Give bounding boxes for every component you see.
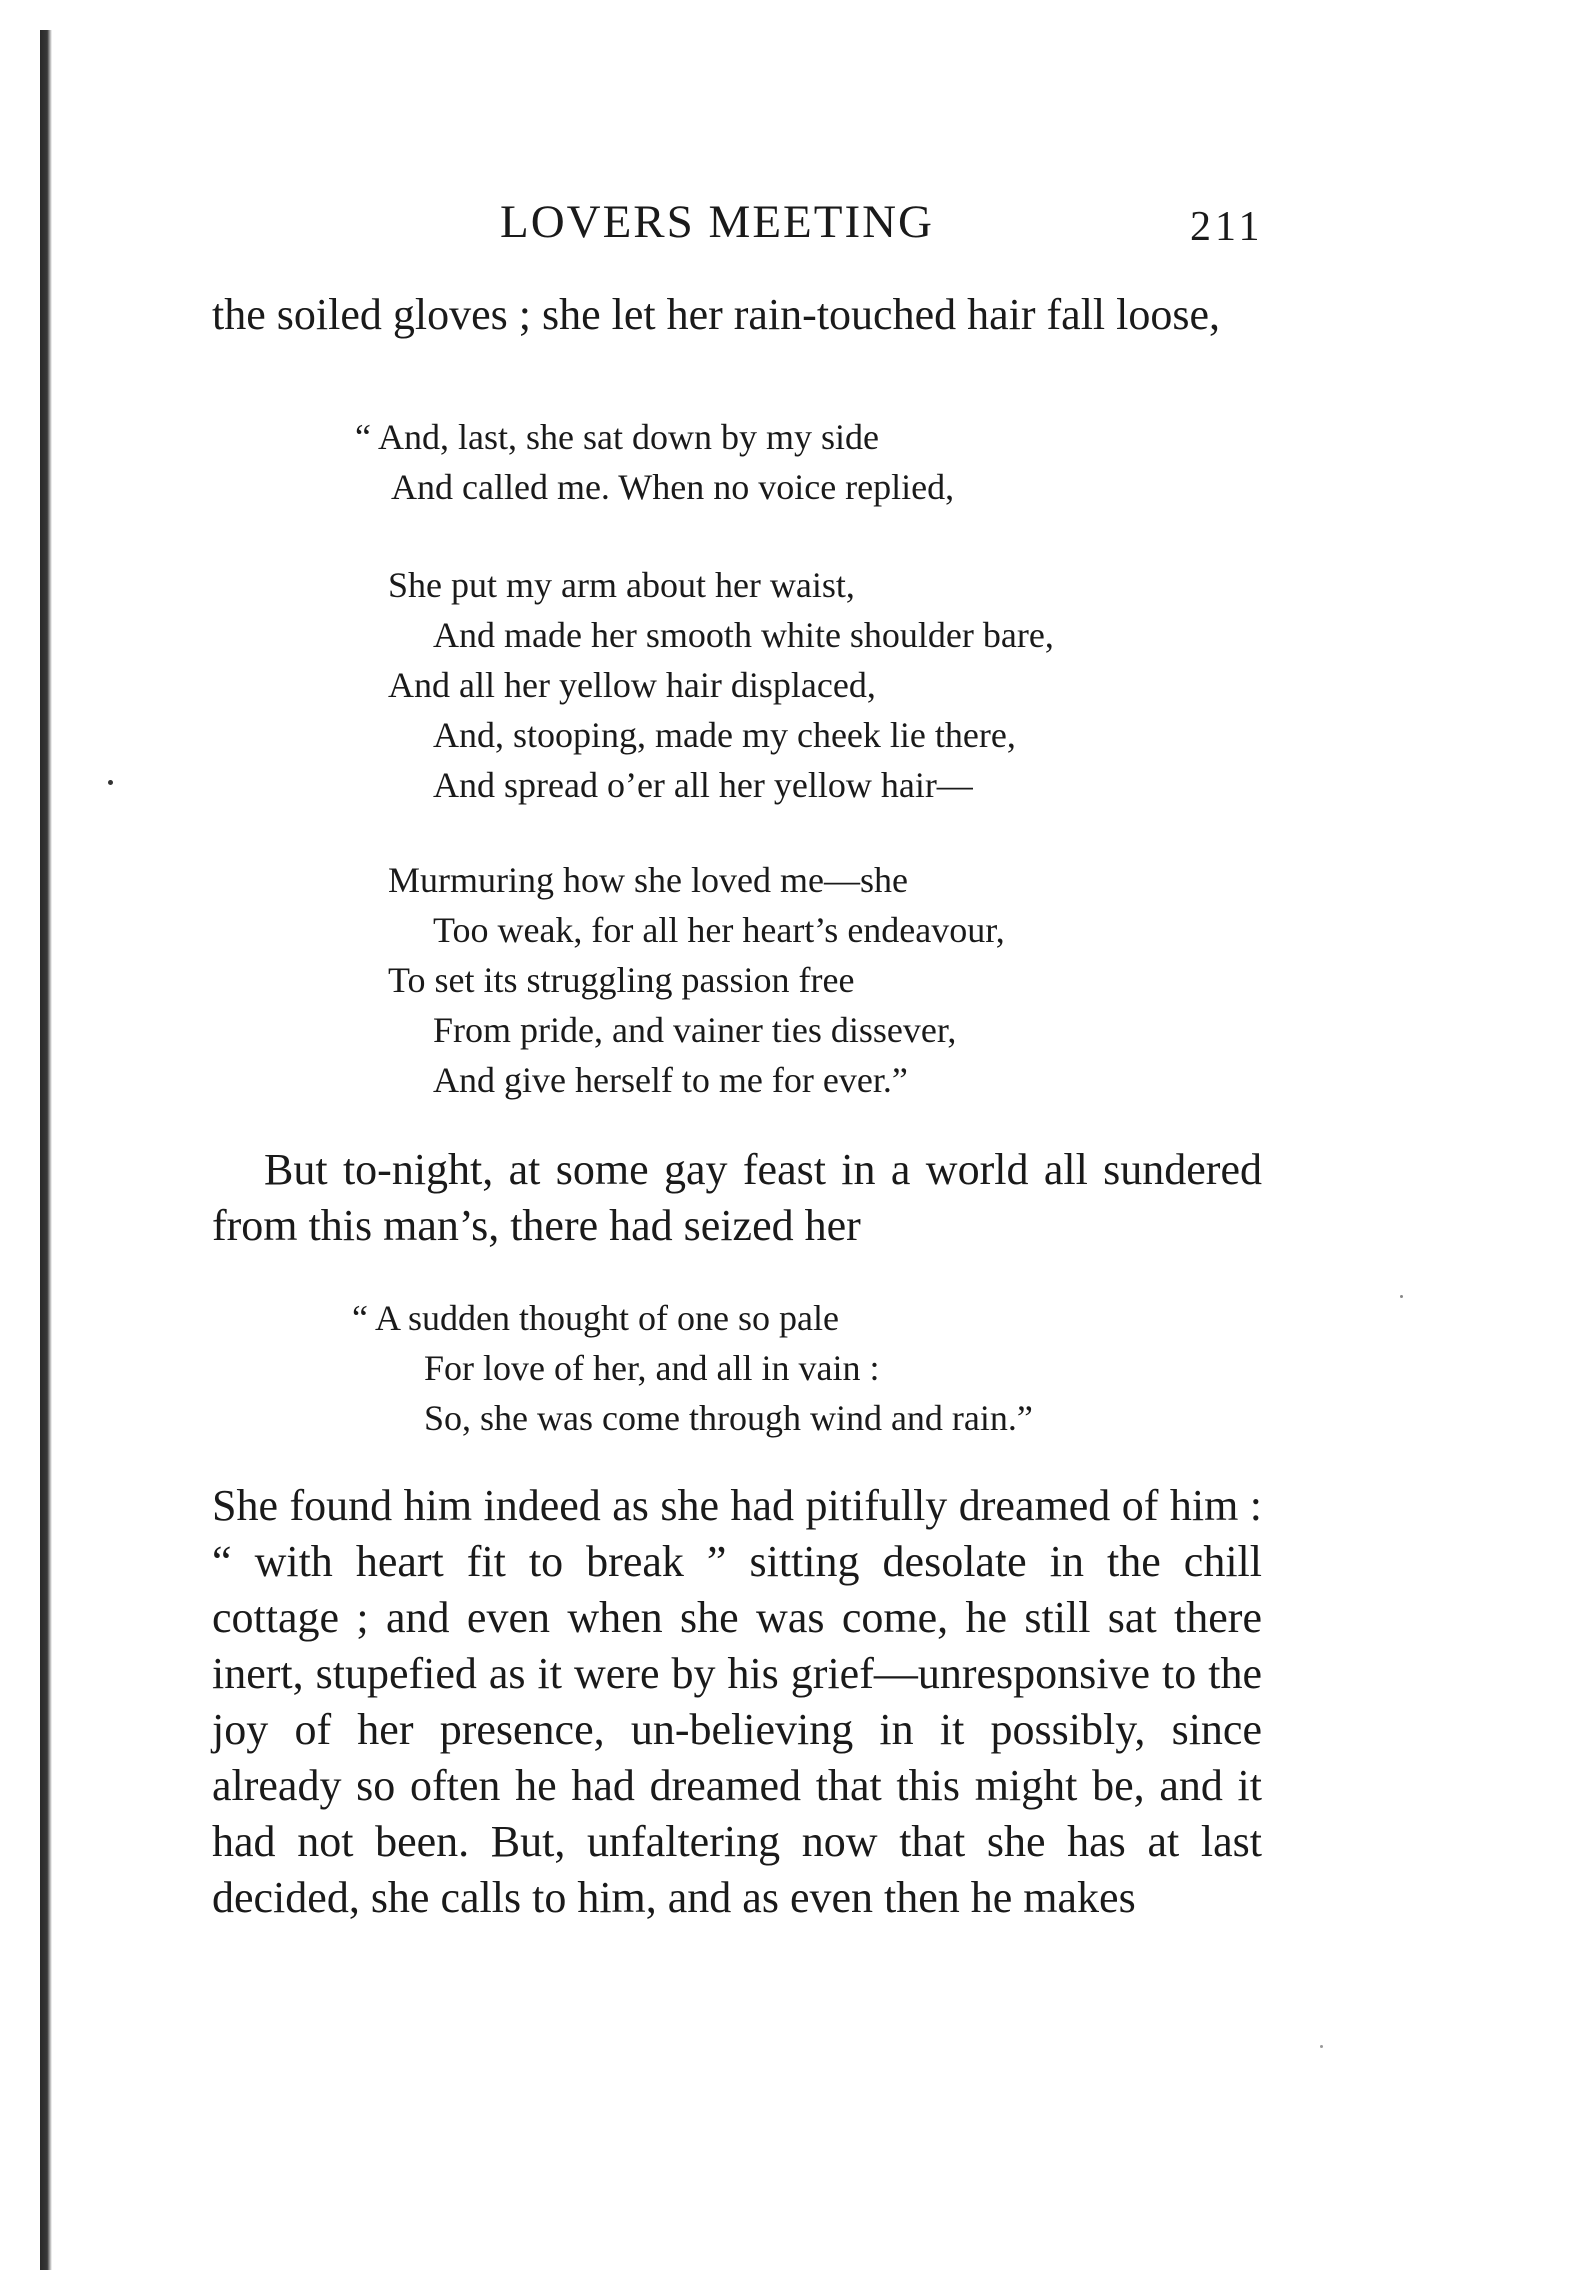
verse-line: “ A sudden thought of one so pale bbox=[352, 1298, 839, 1338]
verse-line: Too weak, for all her heart’s endeavour, bbox=[433, 910, 1005, 950]
verse-line: So, she was come through wind and rain.” bbox=[424, 1398, 1033, 1438]
verse-stanza-3 bbox=[388, 855, 1248, 1105]
verse-line: And spread o’er all her yellow hair— bbox=[433, 765, 973, 805]
verse-line: And, stooping, made my cheek lie there, bbox=[433, 715, 1016, 755]
scan-speck bbox=[1320, 2045, 1323, 2048]
verse-line: She put my arm about her waist, bbox=[388, 565, 855, 605]
paragraph-1: the soiled gloves ; she let her rain-touched hair fall loose, bbox=[212, 290, 1221, 339]
page-number: 211 bbox=[1190, 204, 1264, 250]
verse-line: And called me. When no voice replied, bbox=[391, 467, 955, 507]
verse-line: And made her smooth white shoulder bare, bbox=[433, 615, 1054, 655]
running-title: LOVERS MEETING bbox=[500, 196, 934, 248]
scan-speck bbox=[1400, 1295, 1403, 1298]
verse-stanza-4 bbox=[352, 1293, 1212, 1443]
page-header bbox=[0, 195, 1572, 255]
verse-line: To set its struggling passion free bbox=[388, 960, 855, 1000]
verse-stanza-2 bbox=[388, 560, 1248, 810]
paragraph-3: She found him indeed as she had pitifully dreamed of him : “ with heart fit to break ” sitting desolate in the chill cottage ; and even when she was come, he still sat there inert, stupefied as it were by his grief—unresponsive to the joy of her presence, un-believing in it possibly, since already so often he had dreamed that this might be, and it had not been. But, unfaltering now that she has at last decided, she calls to him, and as even then he makes bbox=[212, 1481, 1262, 1922]
verse-line: For love of her, and all in vain : bbox=[424, 1348, 880, 1388]
verse-stanza-1 bbox=[355, 412, 1215, 512]
verse-line: Murmuring how she loved me—she bbox=[388, 860, 908, 900]
verse-line: And give herself to me for ever.” bbox=[433, 1060, 908, 1100]
scanned-page-edge bbox=[40, 30, 52, 2270]
verse-line: And all her yellow hair displaced, bbox=[388, 665, 876, 705]
scan-speck bbox=[108, 780, 113, 785]
verse-line: From pride, and vainer ties dissever, bbox=[433, 1010, 957, 1050]
paragraph-2: But to-night, at some gay feast in a world all sundered from this man’s, there had seized her bbox=[212, 1145, 1262, 1250]
verse-line: “ And, last, she sat down by my side bbox=[355, 417, 879, 457]
